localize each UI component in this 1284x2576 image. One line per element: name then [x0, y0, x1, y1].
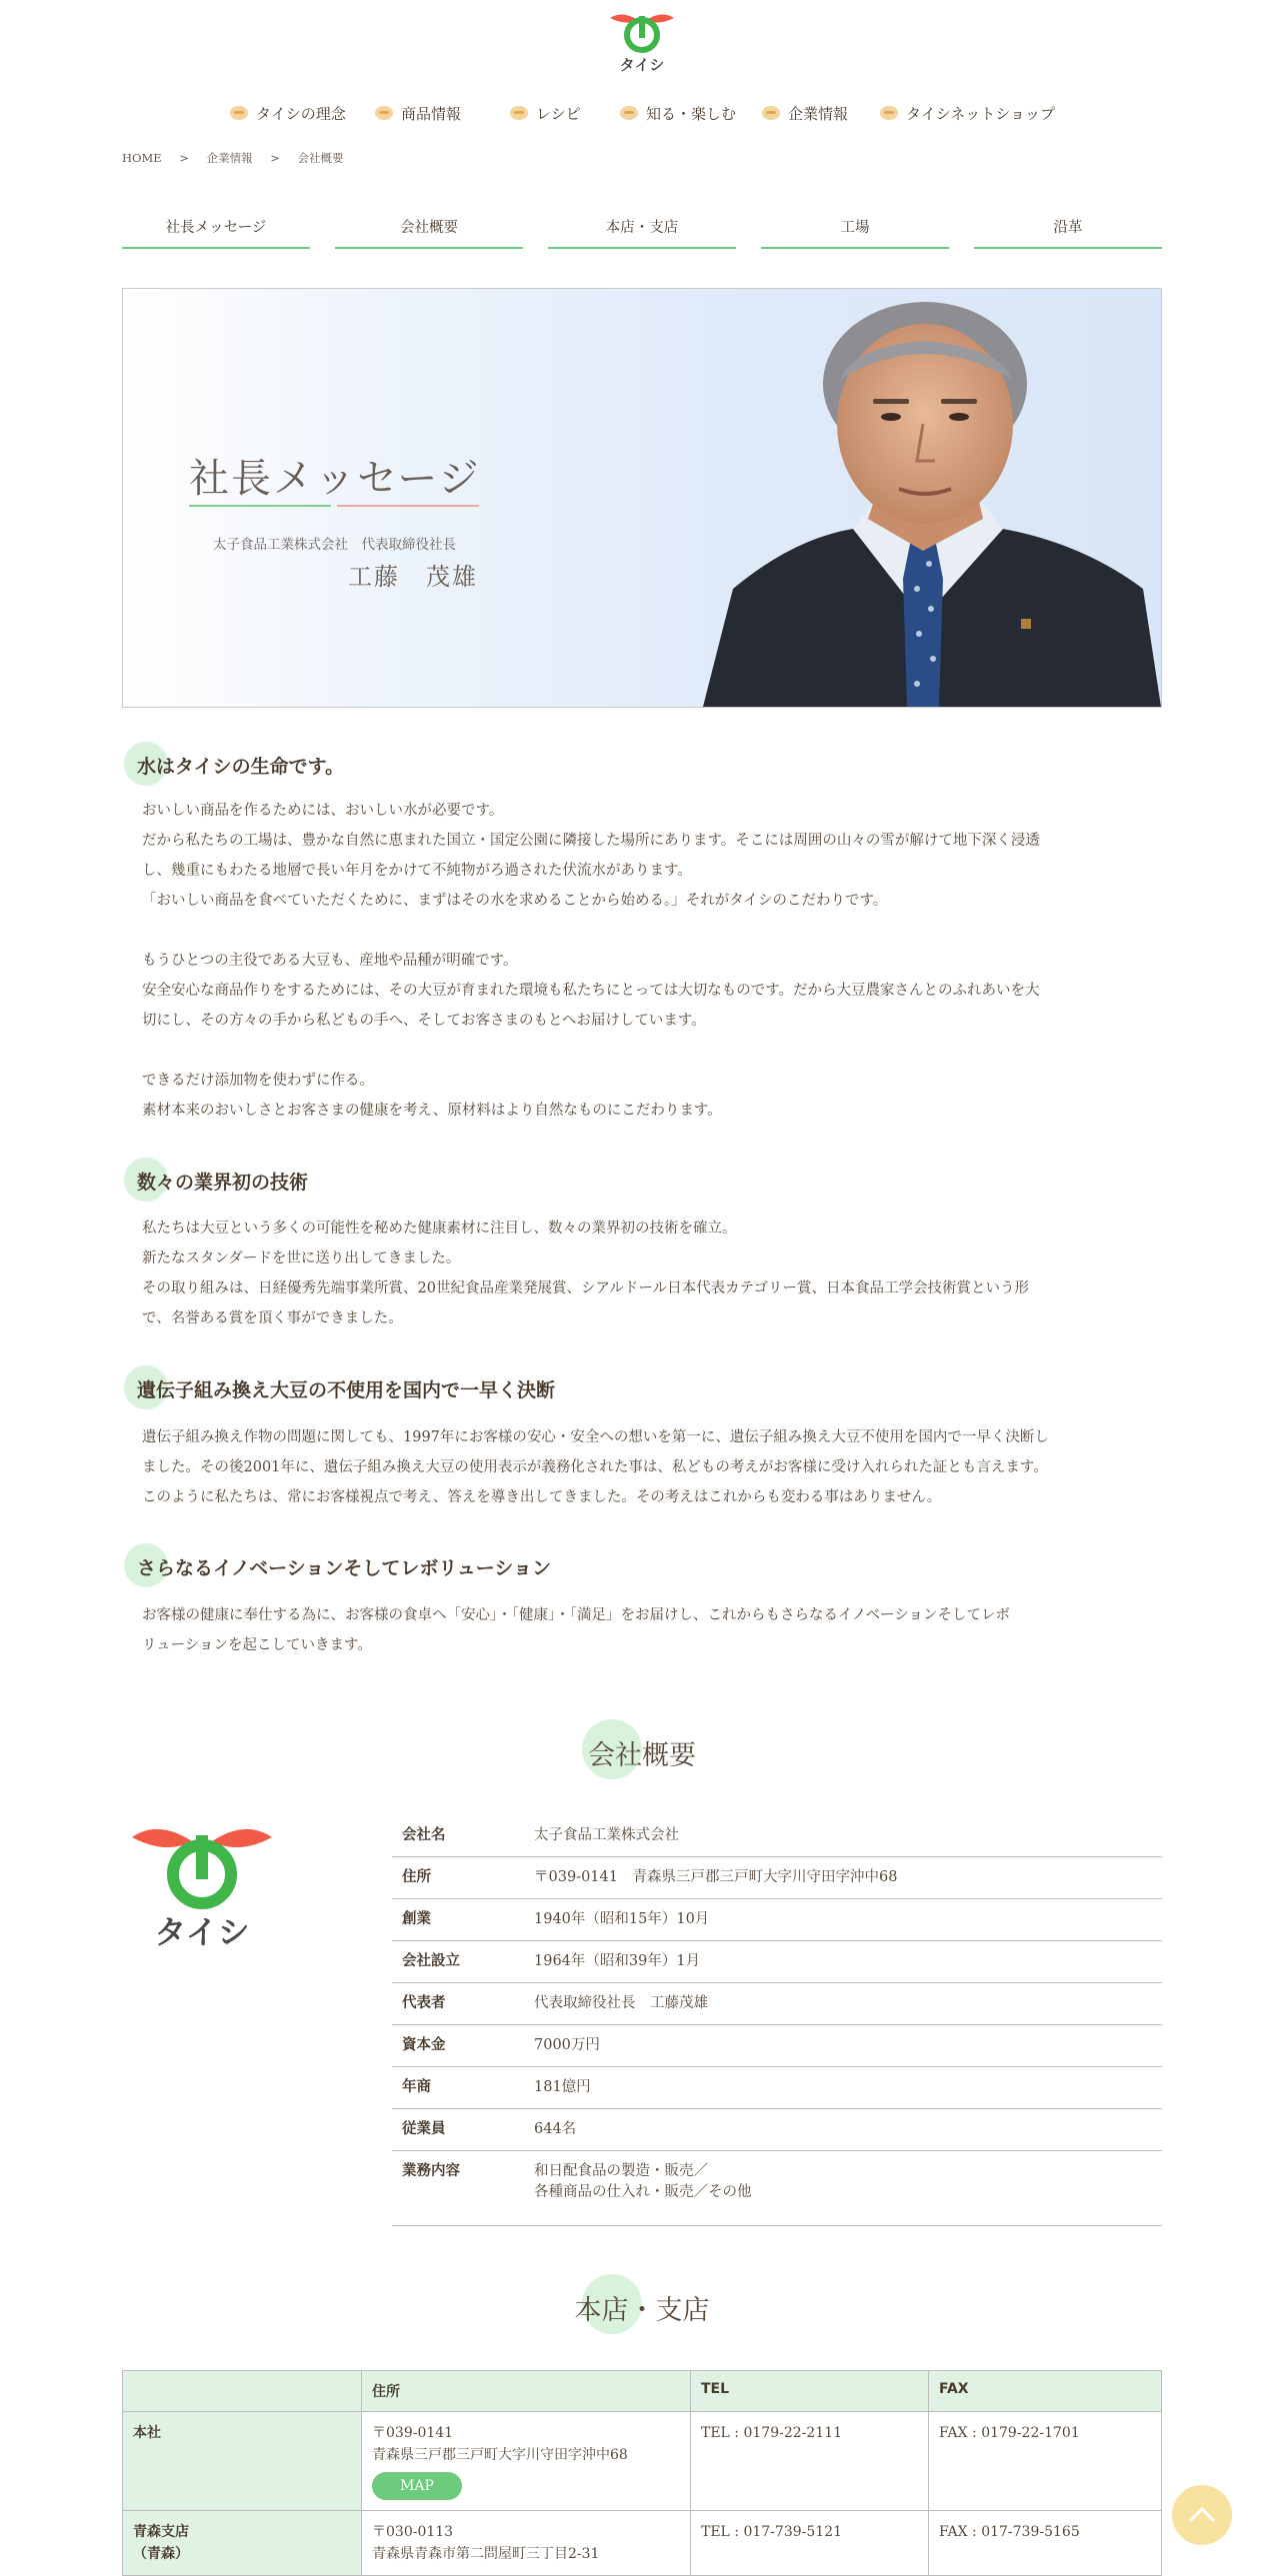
nav-learn-enjoy[interactable] — [620, 100, 736, 126]
bean-icon — [230, 106, 248, 120]
nav-label: タイシの理念 — [256, 104, 346, 123]
paragraph-line: このように私たちは、常にお客様視点で考え、答えを導き出してきました。その考えはこれからも変わる事はありません。 — [142, 1489, 942, 1505]
paragraph-line: 遺伝子組み換え作物の問題に関しても、1997年にお客様の安心・安全への想いを第一に、遺伝子組み換え大豆不使用を国内で一早く決断し — [142, 1429, 1049, 1445]
row-value: 7000万円 — [534, 2025, 1162, 2067]
office-address — [362, 2412, 691, 2511]
paragraph-line: し、幾重にもわたる地層で長い年月をかけて不純物がろ過された伏流水があります。 — [142, 863, 692, 879]
office-name-sub: （青森） — [133, 2546, 189, 2562]
chevron-up-icon — [1172, 2485, 1232, 2545]
row-value-line: 和日配食品の製造・販売／ — [534, 2163, 708, 2179]
table-row — [392, 2109, 1162, 2151]
section-body-non-gmo — [142, 1422, 1142, 1512]
paragraph-line: できるだけ添加物を使わずに作る。 — [142, 1073, 374, 1089]
nav-label: レシピ — [536, 104, 581, 123]
nav-products[interactable] — [375, 100, 461, 126]
nav-philosophy[interactable] — [230, 100, 346, 126]
nav-label: タイシネットショップ — [906, 104, 1055, 123]
table-row — [392, 1857, 1162, 1899]
row-key: 資本金 — [392, 2025, 534, 2067]
breadcrumb-separator: > — [270, 151, 280, 165]
row-key: 年商 — [392, 2067, 534, 2109]
row-value-line: 各種商品の仕入れ・販売／その他 — [534, 2184, 752, 2200]
nav-label: 企業情報 — [788, 104, 849, 123]
row-key: 会社設立 — [392, 1941, 534, 1983]
tab-history[interactable]: 沿革 — [974, 215, 1162, 249]
hero-president-name: 工藤 茂雄 — [348, 563, 478, 591]
sub-tabs — [122, 215, 1162, 249]
paragraph-line: で、名誉ある賞を頂く事ができました。 — [142, 1310, 403, 1326]
section-body-technology — [142, 1214, 1142, 1333]
breadcrumb-separator: > — [179, 151, 189, 165]
section-heading-text: 数々の業界初の技術 — [137, 1172, 309, 1194]
paragraph-line: 切にし、その方々の手から私どもの手へ、そしてお客さまのもとへお届けしています。 — [142, 1013, 706, 1029]
paragraph-line: リューションを起こしていきます。 — [142, 1637, 372, 1653]
breadcrumb-current: 会社概要 — [297, 151, 344, 165]
president-photo — [703, 289, 1161, 707]
office-postal: 〒039-0141 — [372, 2425, 454, 2441]
paragraph-line: ました。その後2001年に、遺伝子組み換え大豆の使用表示が義務化された事は、私どもの考えがお客様に受け入れられた証とも言えます。 — [142, 1459, 1048, 1475]
nav-netshop[interactable] — [880, 100, 1055, 126]
hero-title: 社長メッセージ — [189, 456, 481, 502]
logo-wordmark: タイシ — [619, 56, 665, 74]
table-row — [392, 1899, 1162, 1941]
row-value: 1964年（昭和39年）1月 — [534, 1941, 1162, 1983]
bean-icon — [510, 106, 528, 120]
office-tel: TEL : 017-739-5121 — [691, 2511, 929, 2576]
row-value: 644名 — [534, 2109, 1162, 2151]
tab-offices[interactable]: 本店・支店 — [548, 215, 736, 249]
paragraph-line: 安全安心な商品作りをするためには、その大豆が育まれた環境も私たちにとっては大切なものです。だから大豆農家さんとのふれあいを大 — [142, 983, 1040, 999]
office-address-line: 青森県青森市第二問屋町三丁目2-31 — [372, 2546, 600, 2562]
table-row — [123, 2511, 1162, 2576]
table-header-row — [123, 2371, 1162, 2412]
section-heading-text: さらなるイノベーションそしてレボリューション — [137, 1557, 552, 1579]
paragraph-line: お客様の健康に奉仕する為に、お客様の食卓へ「安心」・「健康」・「満足」をお届けし、これからもさらなるイノベーションそしてレボ — [142, 1607, 1010, 1623]
office-postal: 〒030-0113 — [372, 2524, 454, 2540]
office-fax: FAX : 0179-22-1701 — [929, 2412, 1162, 2511]
section-heading-technology — [124, 1158, 1124, 1202]
nav-recipes[interactable] — [510, 100, 581, 126]
paragraph-line: 「おいしい商品を食べていただくために、まずはその水を求めることから始める。」それがタイシのこだわりです。 — [142, 893, 888, 909]
office-name — [123, 2511, 362, 2576]
office-name: 本社 — [123, 2412, 362, 2511]
paragraph-line: 新たなスタンダードを世に送り出してきました。 — [142, 1251, 461, 1267]
paragraph-line: だから私たちの工場は、豊かな自然に恵まれた国立・国定公園に隣接した場所にあります。そこには周囲の山々の雪が解けて地下深く浸透 — [142, 833, 1040, 849]
section-heading-non-gmo — [124, 1365, 1124, 1409]
office-tel: TEL : 0179-22-2111 — [691, 2412, 929, 2511]
office-fax: FAX : 017-739-5165 — [929, 2511, 1162, 2576]
column-header — [123, 2371, 362, 2412]
tab-company-overview[interactable]: 会社概要 — [335, 215, 523, 249]
office-address-line: 青森県三戸郡三戸町大字川守田字沖中68 — [372, 2447, 628, 2463]
hero-banner — [122, 288, 1162, 708]
bean-icon — [880, 106, 898, 120]
overview-heading-text: 会社概要 — [588, 1740, 696, 1771]
office-address — [362, 2511, 691, 2576]
row-value: 181億円 — [534, 2067, 1162, 2109]
paragraph-line: 素材本来のおいしさとお客さまの健康を考え、原材料はより自然なものにこだわります。 — [142, 1103, 722, 1119]
nav-label: 知る・楽しむ — [646, 104, 737, 123]
overview-heading — [0, 1719, 1284, 1781]
table-row — [392, 2067, 1162, 2109]
breadcrumb — [122, 150, 358, 166]
office-name-line: 青森支店 — [133, 2524, 189, 2540]
table-row — [392, 2151, 1162, 2226]
section-body-water — [142, 796, 1142, 1126]
tab-factories[interactable]: 工場 — [761, 215, 949, 249]
row-key: 住所 — [392, 1857, 534, 1899]
paragraph-line — [142, 1036, 1142, 1066]
global-nav — [0, 100, 1284, 126]
offices-heading — [0, 2274, 1284, 2336]
logo-wordmark: タイシ — [154, 1913, 250, 1949]
breadcrumb-home[interactable]: HOME — [122, 151, 162, 165]
hero-company-role: 太子食品工業株式会社 代表取締役社長 — [213, 537, 456, 553]
paragraph-line — [142, 916, 1142, 946]
bean-icon — [762, 106, 780, 120]
page-top-button[interactable] — [1172, 2485, 1232, 2545]
map-button[interactable]: MAP — [372, 2472, 462, 2500]
row-key: 会社名 — [392, 1815, 534, 1857]
paragraph-line: おいしい商品を作るためには、おいしい水が必要です。 — [142, 803, 504, 819]
company-overview-table — [392, 1815, 1162, 2226]
site-logo[interactable] — [604, 8, 680, 74]
offices-table — [122, 2370, 1162, 2576]
row-key: 従業員 — [392, 2109, 534, 2151]
hero-underline-green — [189, 505, 331, 507]
table-row — [392, 1815, 1162, 1857]
row-key: 創業 — [392, 1899, 534, 1941]
company-logo — [128, 1819, 276, 1949]
table-row — [392, 1941, 1162, 1983]
paragraph-line: もうひとつの主役である大豆も、産地や品種が明確です。 — [142, 953, 518, 969]
breadcrumb-company[interactable]: 企業情報 — [206, 151, 253, 165]
row-key: 代表者 — [392, 1983, 534, 2025]
paragraph-line: 私たちは大豆という多くの可能性を秘めた健康素材に注目し、数々の業界初の技術を確立。 — [142, 1221, 737, 1237]
row-value: 1940年（昭和15年）10月 — [534, 1899, 1162, 1941]
tab-president-message[interactable]: 社長メッセージ — [122, 215, 310, 249]
offices-heading-text: 本店・支店 — [574, 2295, 710, 2326]
row-key: 業務内容 — [392, 2151, 534, 2226]
row-value — [534, 2151, 1162, 2226]
column-header: TEL — [691, 2371, 929, 2412]
column-header: 住所 — [362, 2371, 691, 2412]
row-value: 太子食品工業株式会社 — [534, 1815, 1162, 1857]
table-row — [392, 1983, 1162, 2025]
section-heading-water — [124, 742, 1124, 786]
column-header: FAX — [929, 2371, 1162, 2412]
section-heading-text: 遺伝子組み換え大豆の不使用を国内で一早く決断 — [137, 1379, 556, 1401]
table-row — [123, 2412, 1162, 2511]
row-value: 代表取締役社長 工藤茂雄 — [534, 1983, 1162, 2025]
section-heading-text: 水はタイシの生命です。 — [137, 756, 345, 778]
hero-underline-pink — [337, 505, 479, 507]
bean-icon — [620, 106, 638, 120]
paragraph-line: その取り組みは、日経優秀先端事業所賞、20世紀食品産業発展賞、シアルドール日本代表カテゴリー賞、日本食品工学会技術賞という形 — [142, 1281, 1029, 1296]
bean-icon — [375, 106, 393, 120]
section-body-innovation — [142, 1600, 1142, 1660]
row-value: 〒039-0141 青森県三戸郡三戸町大字川守田字沖中68 — [534, 1857, 1162, 1899]
section-heading-innovation — [124, 1543, 1124, 1587]
table-row — [392, 2025, 1162, 2067]
nav-company[interactable] — [762, 100, 848, 126]
nav-label: 商品情報 — [401, 104, 462, 123]
